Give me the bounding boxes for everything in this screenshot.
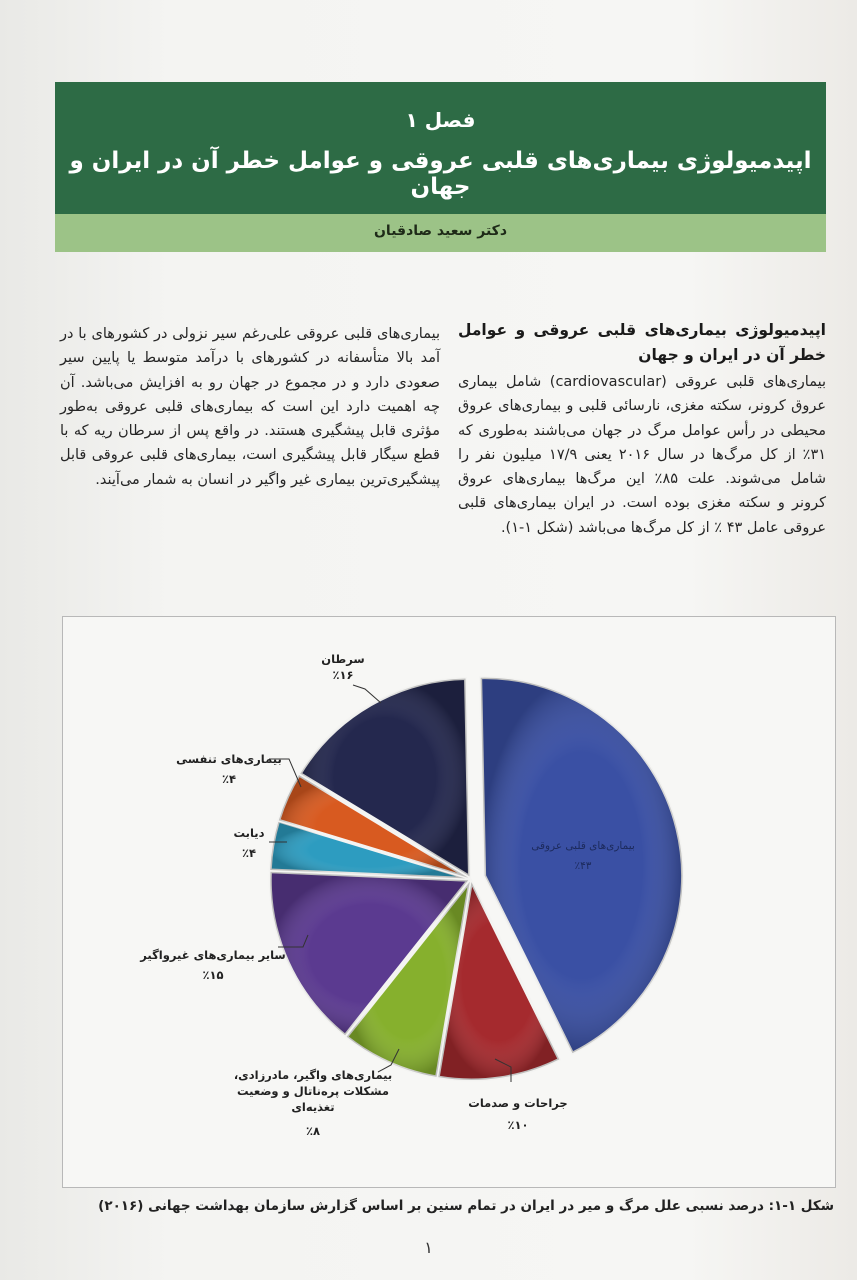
label-injuries: جراحات و صدمات bbox=[468, 1096, 568, 1110]
paragraph-right: بیماری‌های قلبی عروقی (cardiovascular) شامل بیماری عروق کرونر، سکته مغزی، نارسائی قلبی و بیماری‌های عروق محیطی در رأس عوامل مرگ در جهان می‌باشند به‌طوری که ۳۱٪ از کل مرگ‌ها در سال ۲۰۱۶ یعنی ۱۷/۹ میلیون نفر را شامل می‌شوند. علت ۸۵٪ این مرگ‌ها بیماری‌های عروق کرونر و سکته مغزی بوده است. در ایران بیماری‌های قلبی عروقی عامل ۴۳ ٪ از کل مرگ‌ها می‌باشد (شکل ۱-۱). bbox=[458, 374, 827, 536]
label-cardiovascular: بیماری‌های قلبی عروقی bbox=[531, 840, 635, 852]
label-communicable-2: مشکلات پره‌ناتال و وضعیت bbox=[236, 1084, 390, 1098]
label-respiratory: بیماری‌های تنفسی bbox=[176, 752, 282, 766]
page-number: ۱ bbox=[424, 1238, 433, 1257]
figure-pie-chart bbox=[62, 616, 836, 1188]
chapter-number: فصل ۱ bbox=[405, 108, 476, 132]
value-cardiovascular: ٪۴۳ bbox=[574, 860, 592, 872]
label-cancer: سرطان bbox=[321, 652, 365, 666]
left-column bbox=[60, 322, 440, 492]
paragraph-left: بیماری‌های قلبی عروقی علی‌رغم سیر نزولی در کشورهای با در آمد بالا متأسفانه در کشورهای با درآمد متوسط یا پایین سیر صعودی دارد و در مجموع در جهان رو به افزایش می‌باشد. آن چه اهمیت دارد این است که بیماری‌های قلبی عروقی به‌طور مؤثری قابل پیشگیری هستند. در واقع پس از سرطان ریه که با قطع سیگار قابل پیشگیری است، بیماری‌های قلبی عروقی قابل پیشگیری‌ترین بیماری غیر واگیر در انسان به شمار می‌آیند. bbox=[60, 326, 440, 488]
section-heading: اپیدمیولوژی بیماری‌های قلبی عروقی و عوامل خطر آن در ایران و جهان bbox=[458, 321, 826, 364]
label-communicable-1: بیماری‌های واگیر، مادرزادی، bbox=[233, 1068, 393, 1082]
chapter-title: اپیدمیولوژی بیماری‌های قلبی عروقی و عوامل خطر آن در ایران و جهان bbox=[69, 148, 812, 200]
right-column bbox=[458, 318, 826, 540]
value-diabetes: ٪۴ bbox=[241, 846, 257, 860]
value-communicable: ٪۸ bbox=[305, 1124, 321, 1138]
chapter-header bbox=[55, 82, 826, 214]
label-other-ncd: سایر بیماری‌های غیرواگیر bbox=[140, 948, 286, 962]
figure-caption: شکل ۱-۱: درصد نسبی علل مرگ و میر در ایران در تمام سنین بر اساس گزارش سازمان بهداشت جهانی (۲۰۱۶) bbox=[98, 1198, 834, 1214]
value-respiratory: ٪۴ bbox=[221, 772, 237, 786]
author-band bbox=[55, 214, 826, 252]
label-communicable-3: تغذیه‌ای bbox=[291, 1100, 335, 1114]
label-diabetes: دیابت bbox=[233, 826, 265, 840]
value-injuries: ٪۱۰ bbox=[507, 1118, 529, 1132]
author-name: دکتر سعید صادقیان bbox=[373, 223, 508, 239]
value-cancer: ٪۱۶ bbox=[332, 668, 354, 682]
pie-chart-svg bbox=[63, 617, 835, 1187]
value-other-ncd: ٪۱۵ bbox=[202, 968, 224, 982]
